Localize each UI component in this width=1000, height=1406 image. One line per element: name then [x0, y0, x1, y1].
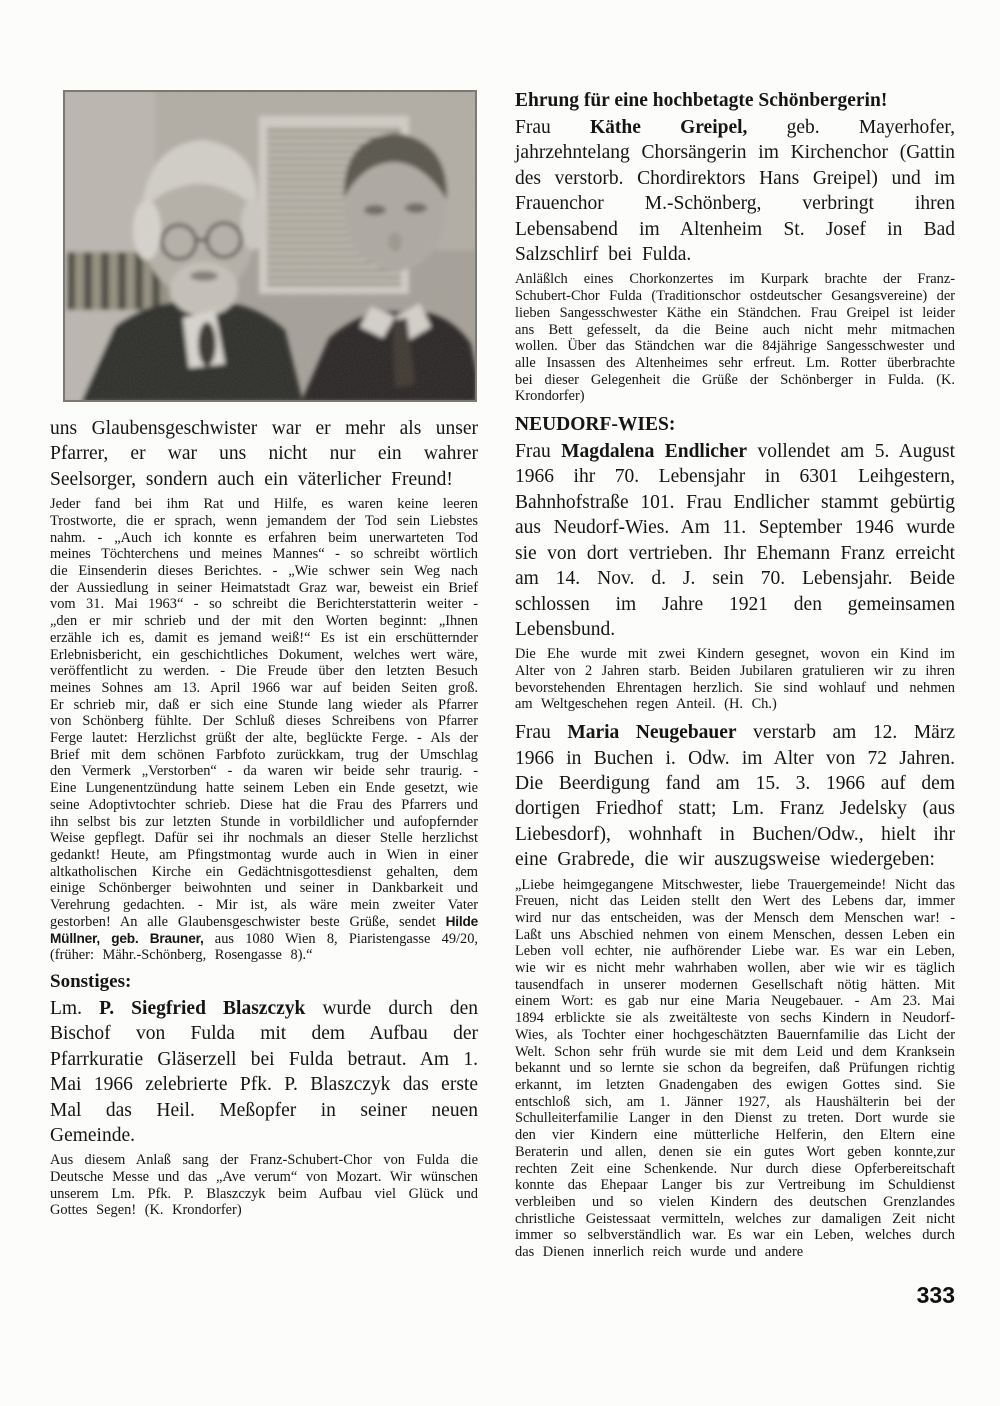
memorial-photo-two-men — [63, 90, 477, 402]
headline-ehrung: Ehrung für eine hochbetagte Schönbergerin! — [515, 90, 888, 111]
paragraph-neugebauer: Frau Maria Neugebauer verstarb am 12. März 1966 in Buchen i. Odw. im Alter von 72 Jahren. Die Beerdigung fand am 15. 3. 1966 auf dem dortigen Friedhof statt; Lm. Franz Jedelsky (aus Liebesdorf), wohnhaft in Buchen/Odw., hielt ihr eine Grabrede, die wir auszugsweise wiedergeben: — [515, 722, 955, 871]
paragraph-endlicher: Frau Magdalena Endlicher vollendet am 5. August 1966 ihr 70. Lebensjahr in 6301 Leihgestern, Bahnhofstraße 101. Frau Endlicher stammt gebürtig aus Neudorf-Wies. Am 11. September 1946 wurde sie von dort vertrieben. Ihr Ehemann Franz erreicht am 14. Nov. d. J. sein 70. Lebensjahr. Beide schlossen im Jahre 1921 den gemeinsamen Lebensbund. — [515, 441, 955, 640]
section-heading-neudorf-wies: NEUDORF-WIES: — [515, 414, 676, 436]
paragraph-grabrede: „Liebe heimgegangene Mitschwester, liebe Trauergemeinde! Nicht das Freuen, nicht das Leiden stellt den Wert des Lebens dar, immer wird nur das entscheiden, was der Mensch dem Menschen war! - Laßt uns Abschied nehmen von einem Menschen, dessen Leben ein Leben voll echter, nie aufhörender Liebe war. Es war ein Leben, wie wir es nicht mehr wahrhaben wollen, aber wie wir es täglich tausendfach in unserer modernen Gesellschaft nötig hätten. Mit einem Wort: es gab nur eine Maria Neugebauer. - Am 23. Mai 1894 erblickte sie als zweitälteste von sechs Kindern in Neudorf-Wies, als Tochter einer hochgeschätzten Bauernfamilie das Licht der Welt. Schon sehr früh wurde sie mit dem Leid und dem Kranksein bekannt und so lernte sie schon da begreifen, daß Prüfungen richtig erkannt, im letzten Gnadengaben des ewigen Gottes sind. Sie entschloß sich, am 1. Jänner 1927, als Haushälterin bei der Schulleiterfamilie Langer in den Dienst zu treten. Dort wurde sie den vier Kindern eine mütterliche Helferin, den Eltern eine Beraterin und allen, denen sie ein gutes Wort geben konnte,zur rechten Zeit eine Schenkende. Nur durch diese Opferbereitschaft konnte das Ehepaar Langer bis zur Vertreibung im Schuldienst verbleiben und so vielen Kindern des deutschen Grenzlandes christliche Geistessaat vermitteln, welches zur damaligen Zeit nicht immer so selbverständlich war. Es war ein Leben, welches durch das Dienen innerlich reich wurde und andere — [515, 876, 955, 1261]
paragraph-greipel: Frau Käthe Greipel, geb. Mayerhofer, jahrzehntelang Chorsängerin im Kirchenchor (Gattin des verstorb. Chordirektors Hans Greipel) und im Frauenchor M.-Schönberg, verbringt ihren Lebensabend im Altenheim St. Josef in Bad Salzschlirf bei Fulda. — [515, 117, 955, 266]
paragraph-ehe: Die Ehe wurde mit zwei Kindern gesegnet, wovon ein Kind im Alter von 2 Jahren starb. Beiden Jubilaren gratulieren wir zu ihren bevorstehenden Ehrentagen herzlich. Sie sind wohlauf und nehmen am Weltgeschehen regen Anteil. (H. Ch.) — [515, 646, 955, 713]
paragraph-chor-fulda: Aus diesem Anlaß sang der Franz-Schubert-Chor von Fulda die Deutsche Messe und das „Ave verum“ von Mozart. Wir wünschen unserem Lm. Pfk. P. Blaszczyk beim Aufbau viel Glück und Gottes Segen! (K. Krondorfer) — [50, 1152, 478, 1219]
paragraph-staendchen: Anläßlch eines Chorkonzertes im Kurpark brachte der Franz-Schubert-Chor Fulda (Traditionschor ostdeutscher Gesangsvereine) der lieben Sangesschwester Käthe ein Ständchen. Frau Greipel ist leider ans Bett gefesselt, da die Beine auch nicht mehr mitmachen wollen. Über das Ständchen war die 84jährige Sangesschwester und alle Insassen des Altenheimes sehr erfreut. Lm. Rotter überbrachte bei dieser Gelegenheit die Grüße der Schönberger in Fulda. (K. Krondorfer) — [515, 271, 955, 405]
paragraph-obituary-report: Jeder fand bei ihm Rat und Hilfe, es waren keine leeren Trostworte, die er sprach, wenn jemandem der Tod sein Liebstes nahm. - „Auch ich konnte es erfahren beim unerwarteten Tod meines Töchterchens und meines Mannes“ - so schreibt wörtlich die Einsenderin dieses Berichtes. - „Wie schwer sein Weg nach der Aussiedlung in seiner Heimatstadt Graz war, beweist ein Brief vom 31. Mai 1963“ - so schreibt die Berichterstatterin weiter - „den er mir schrieb und der mit den Worten beginnt: „Ihnen erzähle ich es, damit es jemand weiß!“ Es ist ein erschütternder Erlebnisbericht, ein geschichtliches Dokument, welches wert wäre, veröffentlicht zu werden. - Die Freude über den letzten Besuch meines Sohnes am 13. April 1966 war auf beiden Seiten groß. Er schrieb mir, daß er sich eine Stunde lang wieder als Pfarrer von Schönberg fühlte. Der Schluß dieses Schreibens von Pfarrer Ferge lautet: Herzlichst grüßt der alte, beglückte Ferge. - Als der Brief mit dem schönen Farbfoto zurückkam, trug der Umschlag den Vermerk „Verstorben“ - da waren wir beide sehr traurig. - Eine Lungenentzündung hatte seinem Leben ein Ende gesetzt, wie seine Adoptivtochter schrieb. Diese hat die Frau des Pfarrers und ihn selbst bis zur letzten Stunde in vorbildlicher und aufopfernder Weise gepflegt. Dafür sei ihr nochmals an dieser Stelle herzlichst gedankt! Heute, am Pfingstmontag wurde auch in Wien in einer altkatholischen Kirche ein Gedächtnisgottesdienst gehalten, dem einige Schönberger beiwohnten und seiner in Dankbarkeit und Verehrung gedachten. - Mir ist, als wäre mein zweiter Vater gestorben! An alle Glaubensgeschwister beste Grüße, sendet Hilde Müllner, geb. Brauner, aus 1080 Wien 8, Piaristengasse 49/20, (früher: Mähr.-Schönberg, Rosengasse 8).“ — [50, 496, 479, 964]
photo-illustration — [63, 90, 477, 402]
section-heading-sonstiges: Sonstiges: — [50, 970, 132, 992]
page-number: 333 — [916, 1282, 955, 1308]
right-column — [515, 88, 955, 1268]
paragraph-obituary-intro: uns Glaubensgeschwister war er mehr als unser Pfarrer, er war uns nicht nur ein wahrer Seelsorger, sondern auch ein väterlicher Freund! — [50, 418, 478, 490]
paragraph-blaszczyk: Lm. P. Siegfried Blaszczyk wurde durch den Bischof von Fulda mit dem Aufbau der Pfarrkuratie Gläserzell bei Fulda betraut. Am 1. Mai 1966 zelebrierte Pfk. P. Blaszczyk das erste Mal das Heil. Meßopfer in seiner neuen Gemeinde. — [50, 997, 478, 1146]
left-column — [50, 88, 478, 1226]
